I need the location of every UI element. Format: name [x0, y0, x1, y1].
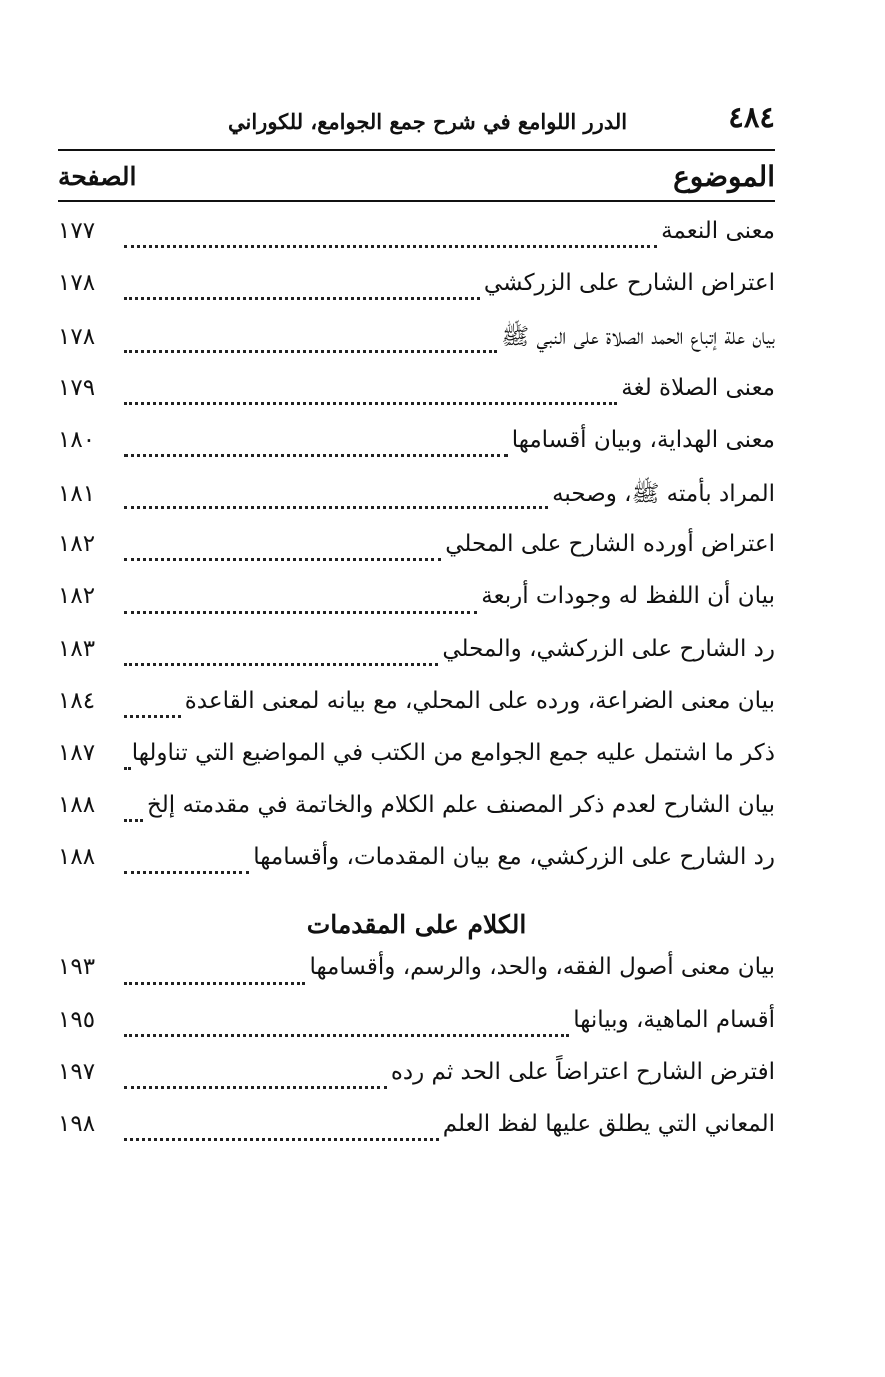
running-head [58, 88, 775, 134]
toc-entry [58, 531, 775, 583]
toc-entry-title: معنى الهداية، وبيان أقسامها [511, 426, 775, 453]
toc-entry [58, 270, 775, 322]
book-title: الدرر اللوامع في شرح جمع الجوامع، للكوراني [228, 109, 628, 134]
toc-entry-title: رد الشارح على الزركشي، والمحلي [442, 635, 775, 662]
section-heading: الكلام على المقدمات [306, 910, 527, 940]
dot-leader [124, 1086, 387, 1089]
toc-entry-title: بيان أن اللفظ له وجودات أربعة [481, 583, 775, 610]
toc-entry-page: ١٨٠ [58, 426, 96, 453]
toc-entry-title: بيان معنى الضراعة، ورده على المحلي، مع بيانه لمعنى القاعدة [184, 687, 775, 714]
toc-entry [58, 583, 775, 635]
toc-entry-title: افترض الشارح اعتراضاً على الحد ثم رده [390, 1058, 775, 1085]
toc-entry-page: ١٨٢ [58, 531, 96, 558]
dot-leader [124, 297, 480, 300]
toc-entry-page: ١٨٣ [58, 635, 96, 662]
toc-entry-title: رد الشارح على الزركشي، مع بيان المقدمات، وأقسامها [253, 844, 775, 871]
toc-entry [58, 479, 775, 531]
topic-column-heading: الموضوع [673, 159, 775, 193]
toc-entry-page: ١٧٧ [58, 218, 96, 244]
toc-entry-title: أقسام الماهية، وبيانها [573, 1006, 775, 1033]
toc-entry-page: ١٨٤ [58, 687, 96, 714]
toc-entry [58, 218, 775, 270]
toc-entry-page: ١٨٨ [58, 844, 96, 871]
toc-entry-title: بيان معنى أصول الفقه، والحد، والرسم، وأقسامها [309, 954, 775, 981]
dot-leader [124, 506, 548, 509]
toc-entry [58, 1007, 775, 1059]
toc-entry-page: ١٧٩ [58, 374, 96, 401]
toc-entry-title: المراد بأمته ﷺ، وصحبه [552, 480, 775, 507]
toc-entry [58, 1111, 775, 1163]
dot-leader [124, 767, 128, 770]
toc-entry-page: ١٨٢ [58, 583, 96, 610]
toc-entry-page: ١٩٣ [58, 954, 96, 981]
toc-entry-page: ١٧٨ [58, 324, 96, 351]
dot-leader [124, 558, 441, 561]
dot-leader [124, 982, 305, 985]
toc-entry [58, 844, 775, 896]
page-number: ٤٨٤ [728, 100, 775, 134]
toc-entry-page: ١٧٨ [58, 270, 96, 297]
dot-leader [124, 819, 143, 822]
toc-entry-title: اعتراض أورده الشارح على المحلي [445, 531, 775, 558]
dot-leader [124, 350, 497, 353]
toc-entry-title: المعاني التي يطلق عليها لفظ العلم [442, 1111, 775, 1137]
dot-leader [124, 1034, 569, 1037]
toc-entry-page: ١٩٥ [58, 1006, 96, 1033]
toc-entry-title: بيان علة إتباع الحمد الصلاة على النبي ﷺ [501, 324, 775, 351]
toc-entry [58, 688, 775, 740]
dot-leader [124, 1138, 439, 1141]
header-rule-bottom [58, 200, 775, 202]
toc-entry-title: ذكر ما اشتمل عليه جمع الجوامع من الكتب في المواضيع التي تناولها [131, 739, 775, 766]
dot-leader [124, 454, 508, 457]
toc-entry [58, 636, 775, 688]
dot-leader [124, 715, 181, 718]
toc-entry-page: ١٨٨ [58, 792, 96, 819]
toc-entry-page: ١٨٧ [58, 739, 96, 766]
header-rule-top [58, 149, 775, 151]
page-column-heading: الصفحة [58, 161, 137, 191]
toc-entry-title: اعتراض الشارح على الزركشي [483, 270, 775, 297]
toc-entry [58, 740, 775, 792]
table-of-contents [58, 218, 775, 1163]
toc-entry [58, 375, 775, 427]
toc-entry-page: ١٩٨ [58, 1111, 96, 1137]
toc-entry [58, 954, 775, 1006]
column-headings [58, 153, 775, 199]
dot-leader [124, 245, 657, 248]
toc-entry-page: ١٩٧ [58, 1058, 96, 1085]
toc-entry-page: ١٨١ [58, 480, 96, 507]
toc-entry [58, 427, 775, 479]
toc-entry [58, 792, 775, 844]
toc-entry-title: معنى النعمة [661, 218, 775, 244]
dot-leader [124, 402, 617, 405]
toc-entry-title: بيان الشارح لعدم ذكر المصنف علم الكلام والخاتمة في مقدمته إلخ [146, 792, 775, 819]
toc-entry [58, 322, 775, 374]
dot-leader [124, 871, 249, 874]
toc-entry-title: معنى الصلاة لغة [621, 374, 775, 401]
toc-entry [58, 1059, 775, 1111]
dot-leader [124, 663, 438, 666]
dot-leader [124, 611, 477, 614]
